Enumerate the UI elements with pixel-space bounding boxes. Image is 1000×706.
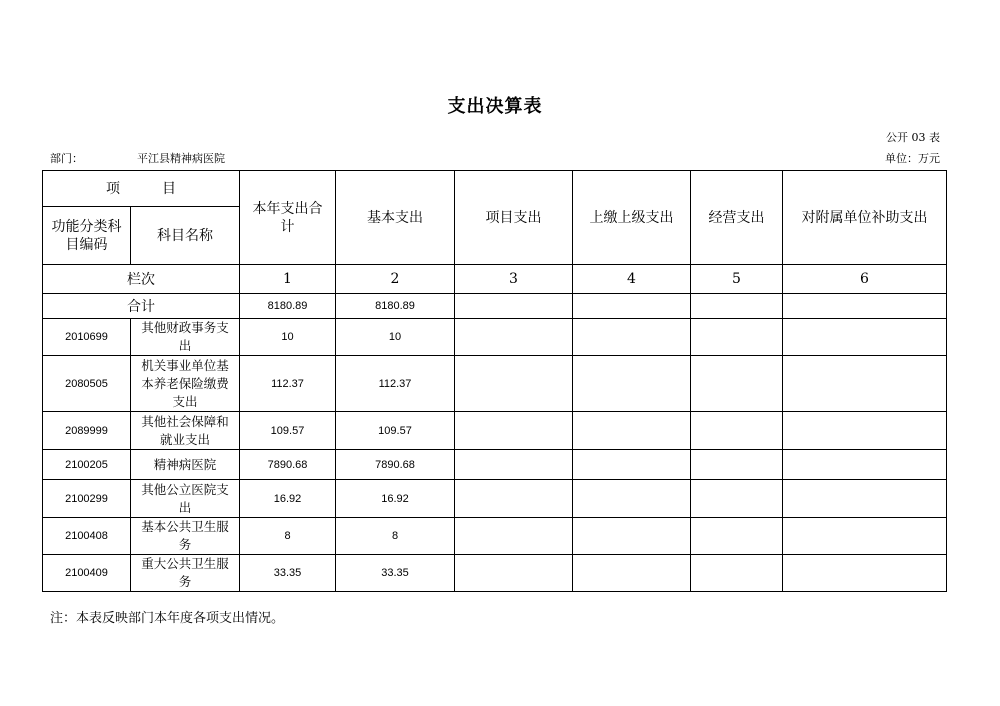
table-row xyxy=(43,480,947,518)
empty-cell xyxy=(573,356,691,412)
header-operating-expenditure: 经营支出 xyxy=(691,171,783,265)
empty-cell xyxy=(573,294,691,319)
table-row xyxy=(43,412,947,450)
subject-name: 其他财政事务支出 xyxy=(131,319,240,356)
empty-cell xyxy=(573,480,691,518)
page-title: 支出决算表 xyxy=(447,96,543,117)
header-project-expenditure: 项目支出 xyxy=(455,171,573,265)
department-name: 平江县精神病医院 xyxy=(137,152,225,165)
empty-cell xyxy=(455,294,573,319)
header-function-code: 功能分类科目编码 xyxy=(43,207,131,265)
subject-code: 2100299 xyxy=(43,480,131,518)
empty-cell xyxy=(783,450,947,480)
empty-cell xyxy=(691,518,783,555)
subject-code: 2080505 xyxy=(43,356,131,412)
subject-name: 其他社会保障和就业支出 xyxy=(131,412,240,450)
empty-cell xyxy=(691,412,783,450)
header-subsidiary-subsidy-expenditure: 对附属单位补助支出 xyxy=(783,171,947,265)
header-item: 项 目 xyxy=(43,171,240,207)
total-total-expenditure: 8180.89 xyxy=(240,294,336,319)
empty-cell xyxy=(455,480,573,518)
empty-cell xyxy=(573,555,691,592)
form-number: 公开 03 表 xyxy=(886,131,940,144)
empty-cell xyxy=(691,480,783,518)
expenditure-table xyxy=(42,170,947,592)
subject-name: 重大公共卫生服务 xyxy=(131,555,240,592)
subject-name: 机关事业单位基本养老保险缴费支出 xyxy=(131,356,240,412)
table-row xyxy=(43,555,947,592)
column-index-3: 3 xyxy=(455,265,573,294)
total-expenditure-value: 10 xyxy=(240,319,336,356)
column-index-label: 栏次 xyxy=(43,265,240,294)
column-index-6: 6 xyxy=(783,265,947,294)
basic-expenditure-value: 109.57 xyxy=(336,412,455,450)
empty-cell xyxy=(783,294,947,319)
empty-cell xyxy=(783,555,947,592)
empty-cell xyxy=(783,412,947,450)
subject-name: 精神病医院 xyxy=(131,450,240,480)
empty-cell xyxy=(573,412,691,450)
header-row-1 xyxy=(43,171,947,207)
empty-cell xyxy=(691,356,783,412)
total-expenditure-value: 112.37 xyxy=(240,356,336,412)
empty-cell xyxy=(455,319,573,356)
table-row xyxy=(43,356,947,412)
empty-cell xyxy=(691,450,783,480)
subject-name: 基本公共卫生服务 xyxy=(131,518,240,555)
header-remit-superior-expenditure: 上缴上级支出 xyxy=(573,171,691,265)
basic-expenditure-value: 8 xyxy=(336,518,455,555)
column-index-1: 1 xyxy=(240,265,336,294)
table-row xyxy=(43,450,947,480)
total-expenditure-value: 16.92 xyxy=(240,480,336,518)
basic-expenditure-value: 33.35 xyxy=(336,555,455,592)
table-row xyxy=(43,518,947,555)
empty-cell xyxy=(783,319,947,356)
basic-expenditure-value: 112.37 xyxy=(336,356,455,412)
subject-code: 2089999 xyxy=(43,412,131,450)
department-label: 部门： xyxy=(50,152,83,165)
empty-cell xyxy=(783,356,947,412)
empty-cell xyxy=(573,319,691,356)
basic-expenditure-value: 10 xyxy=(336,319,455,356)
empty-cell xyxy=(783,480,947,518)
empty-cell xyxy=(573,450,691,480)
total-row xyxy=(43,294,947,319)
table-row xyxy=(43,319,947,356)
total-expenditure-value: 8 xyxy=(240,518,336,555)
empty-cell xyxy=(455,450,573,480)
column-index-2: 2 xyxy=(336,265,455,294)
empty-cell xyxy=(573,518,691,555)
basic-expenditure-value: 7890.68 xyxy=(336,450,455,480)
subject-code: 2100408 xyxy=(43,518,131,555)
empty-cell xyxy=(455,412,573,450)
header-total-expenditure: 本年支出合计 xyxy=(240,171,336,265)
basic-expenditure-value: 16.92 xyxy=(336,480,455,518)
column-index-row xyxy=(43,265,947,294)
subject-code: 2100205 xyxy=(43,450,131,480)
empty-cell xyxy=(783,518,947,555)
total-expenditure-value: 109.57 xyxy=(240,412,336,450)
total-basic-expenditure: 8180.89 xyxy=(336,294,455,319)
table-note: 注：本表反映部门本年度各项支出情况。 xyxy=(50,611,285,626)
empty-cell xyxy=(691,319,783,356)
total-label: 合计 xyxy=(43,294,240,319)
total-expenditure-value: 7890.68 xyxy=(240,450,336,480)
column-index-5: 5 xyxy=(691,265,783,294)
empty-cell xyxy=(455,356,573,412)
subject-code: 2010699 xyxy=(43,319,131,356)
empty-cell xyxy=(455,518,573,555)
header-basic-expenditure: 基本支出 xyxy=(336,171,455,265)
total-expenditure-value: 33.35 xyxy=(240,555,336,592)
header-subject-name: 科目名称 xyxy=(131,207,240,265)
empty-cell xyxy=(691,294,783,319)
subject-name: 其他公立医院支出 xyxy=(131,480,240,518)
column-index-4: 4 xyxy=(573,265,691,294)
subject-code: 2100409 xyxy=(43,555,131,592)
empty-cell xyxy=(455,555,573,592)
empty-cell xyxy=(691,555,783,592)
unit-label: 单位：万元 xyxy=(885,152,940,165)
